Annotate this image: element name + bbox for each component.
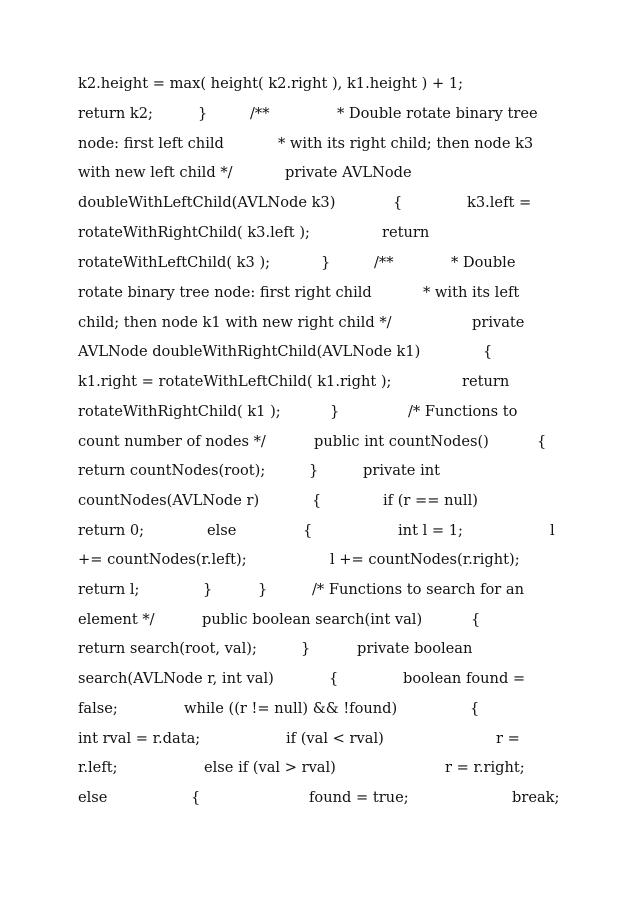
- code-text: doubleWithLeftChild(AVLNode k3): [78, 194, 336, 211]
- code-line-4: [78, 161, 560, 185]
- code-text: found = true;: [309, 789, 409, 806]
- code-text: k1.right = rotateWithLeftChild( k1.right );: [78, 373, 392, 390]
- code-text: k3.left =: [467, 194, 532, 211]
- code-text: element */: [78, 611, 155, 628]
- code-text: return: [462, 373, 510, 390]
- code-text: {: [537, 433, 547, 450]
- code-text: {: [329, 670, 339, 687]
- code-line-10: [78, 340, 560, 364]
- code-line-13: [78, 430, 560, 454]
- code-text: * Double rotate binary tree: [337, 105, 538, 122]
- code-text: }: [203, 581, 213, 598]
- code-line-12: [78, 400, 560, 424]
- code-text: private AVLNode: [285, 164, 412, 181]
- code-line-1: [78, 72, 560, 96]
- code-text: }: [330, 403, 340, 420]
- code-text: {: [393, 194, 403, 211]
- code-text: r =: [496, 730, 520, 747]
- code-text: int rval = r.data;: [78, 730, 201, 747]
- code-text: {: [191, 789, 201, 806]
- code-text: }: [198, 105, 208, 122]
- code-text: private int: [363, 462, 441, 479]
- code-text: {: [303, 522, 313, 539]
- code-text: {: [471, 611, 481, 628]
- code-line-3: [78, 132, 560, 156]
- code-text: count number of nodes */: [78, 433, 266, 450]
- code-text: node: first left child: [78, 135, 224, 152]
- code-text: public int countNodes(): [314, 433, 489, 450]
- code-line-8: [78, 281, 560, 305]
- code-text: /**: [374, 254, 394, 271]
- code-text: while ((r != null) && !found): [184, 700, 398, 717]
- code-text: return l;: [78, 581, 140, 598]
- code-text: r.left;: [78, 759, 118, 776]
- code-text: AVLNode doubleWithRightChild(AVLNode k1): [78, 343, 421, 360]
- code-text: }: [321, 254, 331, 271]
- code-line-20: [78, 637, 560, 661]
- code-text: {: [483, 343, 493, 360]
- code-text: return countNodes(root);: [78, 462, 266, 479]
- code-text: with new left child */: [78, 164, 233, 181]
- code-text: private boolean: [357, 640, 473, 657]
- code-text: {: [312, 492, 322, 509]
- code-text: private: [472, 314, 525, 331]
- code-text: {: [470, 700, 480, 717]
- code-text: }: [258, 581, 268, 598]
- code-text: rotateWithRightChild( k1 );: [78, 403, 281, 420]
- code-line-7: [78, 251, 560, 275]
- code-text: else: [78, 789, 108, 806]
- code-text: * with its right child; then node k3: [278, 135, 534, 152]
- code-line-16: [78, 519, 560, 543]
- code-text: return k2;: [78, 105, 153, 122]
- code-line-11: [78, 370, 560, 394]
- code-line-22: [78, 697, 560, 721]
- code-text: if (val < rval): [286, 730, 384, 747]
- code-text: }: [309, 462, 319, 479]
- code-text: * Double: [451, 254, 516, 271]
- code-text: break;: [512, 789, 560, 806]
- code-text: r = r.right;: [445, 759, 525, 776]
- code-line-2: [78, 102, 560, 126]
- code-text: boolean found =: [403, 670, 526, 687]
- code-text: public boolean search(int val): [202, 611, 423, 628]
- code-line-18: [78, 578, 560, 602]
- code-text: rotate binary tree node: first right child: [78, 284, 372, 301]
- code-line-19: [78, 608, 560, 632]
- code-line-9: [78, 311, 560, 335]
- code-text: /* Functions to: [408, 403, 518, 420]
- code-text: false;: [78, 700, 118, 717]
- code-text: countNodes(AVLNode r): [78, 492, 260, 509]
- code-text: l: [550, 522, 555, 539]
- code-line-21: [78, 667, 560, 691]
- code-line-5: [78, 191, 560, 215]
- code-text: rotateWithLeftChild( k3 );: [78, 254, 271, 271]
- code-text: /* Functions to search for an: [312, 581, 525, 598]
- code-text: int l = 1;: [398, 522, 463, 539]
- code-text: rotateWithRightChild( k3.left );: [78, 224, 310, 241]
- code-line-25: [78, 786, 560, 810]
- code-text: return search(root, val);: [78, 640, 257, 657]
- code-text: * with its left: [423, 284, 520, 301]
- code-line-15: [78, 489, 560, 513]
- code-line-23: [78, 727, 560, 751]
- code-text: if (r == null): [383, 492, 478, 509]
- code-text: return 0;: [78, 522, 145, 539]
- code-line-17: [78, 548, 560, 572]
- code-text: search(AVLNode r, int val): [78, 670, 274, 687]
- code-text: l += countNodes(r.right);: [330, 551, 520, 568]
- code-text: child; then node k1 with new right child */: [78, 314, 392, 331]
- code-text: else if (val > rval): [204, 759, 336, 776]
- code-line-24: [78, 756, 560, 780]
- code-line-6: [78, 221, 560, 245]
- code-text: else: [207, 522, 237, 539]
- code-text: += countNodes(r.left);: [78, 551, 247, 568]
- code-text: k2.height = max( height( k2.right ), k1.height ) + 1;: [78, 75, 464, 92]
- code-text: /**: [250, 105, 270, 122]
- code-text: return: [382, 224, 430, 241]
- code-text: }: [301, 640, 311, 657]
- code-line-14: [78, 459, 560, 483]
